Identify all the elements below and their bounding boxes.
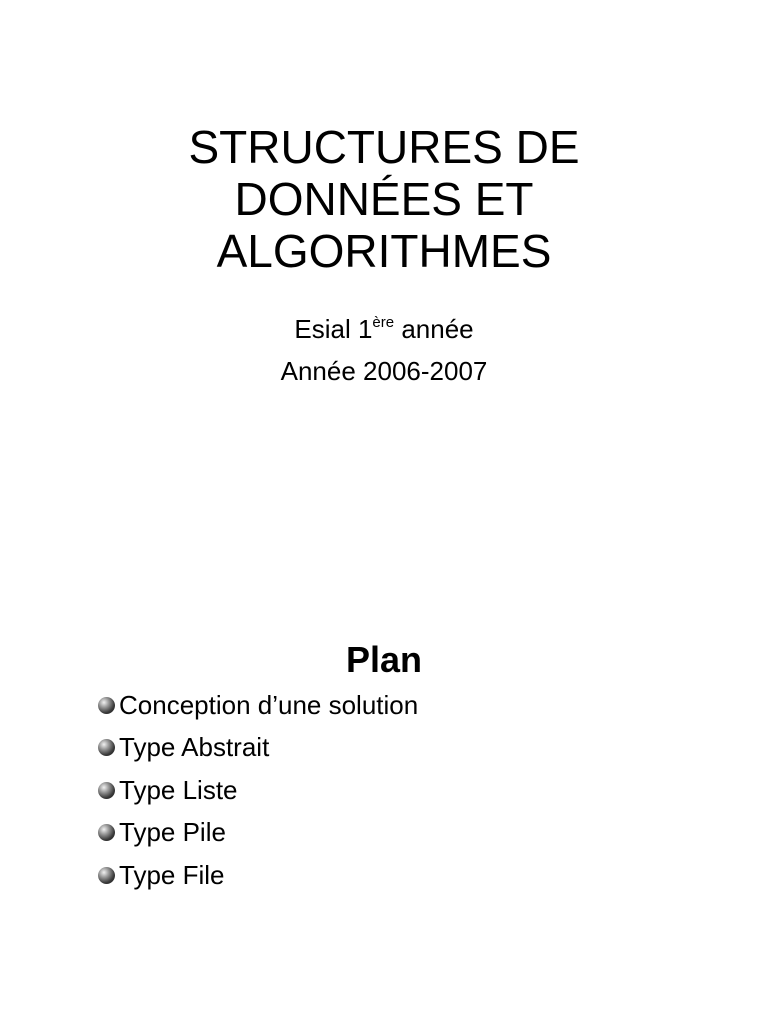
list-item [98,727,418,770]
school-name: Esial 1 [294,314,373,344]
list-item [98,812,418,855]
plan-list [98,684,418,897]
course-title-line: STRUCTURES DE [188,120,580,173]
list-item [98,854,418,897]
school-year-line [0,308,768,350]
course-title-line: ALGORITHMES [216,224,552,277]
course-subtitle [0,308,768,392]
list-item [98,684,418,727]
list-item-label: Type File [119,859,225,890]
academic-year: Année 2006-2007 [280,356,488,386]
sphere-bullet-icon [98,739,115,756]
ordinal-superscript: ère [372,314,395,331]
list-item [98,769,418,812]
sphere-bullet-icon [98,824,115,841]
course-title [0,121,768,277]
course-title-line: DONNÉES ET [234,172,534,225]
list-item-label: Type Liste [119,774,238,805]
sphere-bullet-icon [98,782,115,799]
plan-title: Plan [345,638,423,680]
list-item-label: Type Abstrait [119,732,270,763]
year-word: année [394,314,474,344]
plan-slide [0,512,768,1024]
sphere-bullet-icon [98,697,115,714]
list-item-label: Conception d’une solution [119,689,419,720]
sphere-bullet-icon [98,867,115,884]
list-item-label: Type Pile [119,817,226,848]
